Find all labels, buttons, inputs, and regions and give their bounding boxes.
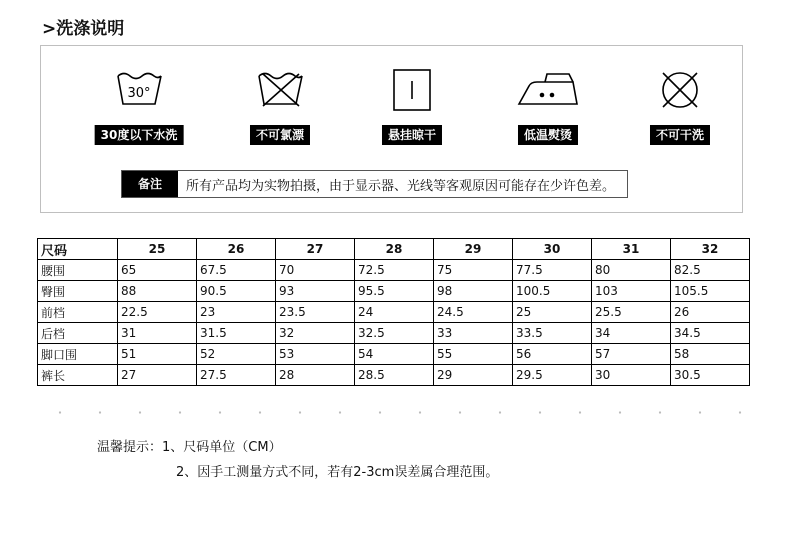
header-cell: 29 xyxy=(434,239,513,260)
table-cell: 90.5 xyxy=(197,281,276,302)
row-label: 前档 xyxy=(38,302,118,323)
table-cell: 31.5 xyxy=(197,323,276,344)
note-tag: 备注 xyxy=(122,171,178,197)
size-table-header-row xyxy=(38,239,750,260)
table-cell: 32 xyxy=(276,323,355,344)
table-cell: 29 xyxy=(434,365,513,386)
table-cell: 105.5 xyxy=(671,281,750,302)
low-iron-icon xyxy=(515,68,581,108)
table-cell: 27 xyxy=(118,365,197,386)
table-cell: 70 xyxy=(276,260,355,281)
table-row xyxy=(38,344,750,365)
header-cell: 25 xyxy=(118,239,197,260)
wash-30-icon xyxy=(114,68,164,108)
table-cell: 93 xyxy=(276,281,355,302)
table-cell: 34.5 xyxy=(671,323,750,344)
table-cell: 51 xyxy=(118,344,197,365)
table-cell: 77.5 xyxy=(513,260,592,281)
table-cell: 98 xyxy=(434,281,513,302)
table-cell: 58 xyxy=(671,344,750,365)
table-row xyxy=(38,260,750,281)
table-cell: 103 xyxy=(592,281,671,302)
no-dry-clean-icon xyxy=(655,68,705,112)
header-cell: 31 xyxy=(592,239,671,260)
care-label-dryclean: 不可干洗 xyxy=(650,125,710,145)
row-label: 裤长 xyxy=(38,365,118,386)
tip-line-2: 2、因手工测量方式不同，若有2-3cm误差属合理范围。 xyxy=(176,465,499,480)
table-cell: 95.5 xyxy=(355,281,434,302)
table-cell: 32.5 xyxy=(355,323,434,344)
table-cell: 56 xyxy=(513,344,592,365)
care-instructions-panel xyxy=(40,45,743,213)
table-cell: 30.5 xyxy=(671,365,750,386)
header-cell: 27 xyxy=(276,239,355,260)
table-cell: 82.5 xyxy=(671,260,750,281)
table-cell: 30 xyxy=(592,365,671,386)
table-cell: 33.5 xyxy=(513,323,592,344)
care-label-wash: 30度以下水洗 xyxy=(95,125,184,145)
tip-line-1: 温馨提示：1、尺码单位（CM） xyxy=(97,440,282,455)
wash-temp-text: 30° xyxy=(127,86,151,101)
table-cell: 54 xyxy=(355,344,434,365)
table-row xyxy=(38,365,750,386)
table-cell: 80 xyxy=(592,260,671,281)
size-table xyxy=(37,238,750,386)
table-cell: 24 xyxy=(355,302,434,323)
care-label-iron: 低温熨烫 xyxy=(518,125,578,145)
table-cell: 75 xyxy=(434,260,513,281)
table-row xyxy=(38,302,750,323)
table-cell: 24.5 xyxy=(434,302,513,323)
row-label: 臀围 xyxy=(38,281,118,302)
table-cell: 53 xyxy=(276,344,355,365)
header-cell: 28 xyxy=(355,239,434,260)
header-cell: 26 xyxy=(197,239,276,260)
table-cell: 34 xyxy=(592,323,671,344)
table-row xyxy=(38,281,750,302)
header-cell: 32 xyxy=(671,239,750,260)
table-cell: 55 xyxy=(434,344,513,365)
table-cell: 100.5 xyxy=(513,281,592,302)
table-cell: 88 xyxy=(118,281,197,302)
header-cell: 尺码 xyxy=(38,239,118,260)
care-label-dry: 悬挂晾干 xyxy=(382,125,442,145)
dotted-divider xyxy=(40,411,748,414)
row-label: 脚口围 xyxy=(38,344,118,365)
care-label-bleach: 不可氯漂 xyxy=(250,125,310,145)
table-cell: 65 xyxy=(118,260,197,281)
table-cell: 23 xyxy=(197,302,276,323)
table-cell: 23.5 xyxy=(276,302,355,323)
no-bleach-icon xyxy=(255,68,305,108)
hang-dry-icon xyxy=(387,68,437,112)
table-row xyxy=(38,323,750,344)
table-cell: 31 xyxy=(118,323,197,344)
table-cell: 27.5 xyxy=(197,365,276,386)
table-cell: 67.5 xyxy=(197,260,276,281)
disclaimer-note xyxy=(121,170,628,198)
table-cell: 25 xyxy=(513,302,592,323)
table-cell: 22.5 xyxy=(118,302,197,323)
table-cell: 29.5 xyxy=(513,365,592,386)
table-cell: 72.5 xyxy=(355,260,434,281)
table-cell: 52 xyxy=(197,344,276,365)
table-cell: 28 xyxy=(276,365,355,386)
row-label: 后档 xyxy=(38,323,118,344)
table-cell: 57 xyxy=(592,344,671,365)
table-cell: 33 xyxy=(434,323,513,344)
note-text: 所有产品均为实物拍摄，由于显示器、光线等客观原因可能存在少许色差。 xyxy=(186,178,616,194)
section-title: >洗涤说明 xyxy=(42,19,125,39)
row-label: 腰围 xyxy=(38,260,118,281)
table-cell: 28.5 xyxy=(355,365,434,386)
table-cell: 26 xyxy=(671,302,750,323)
table-cell: 25.5 xyxy=(592,302,671,323)
header-cell: 30 xyxy=(513,239,592,260)
